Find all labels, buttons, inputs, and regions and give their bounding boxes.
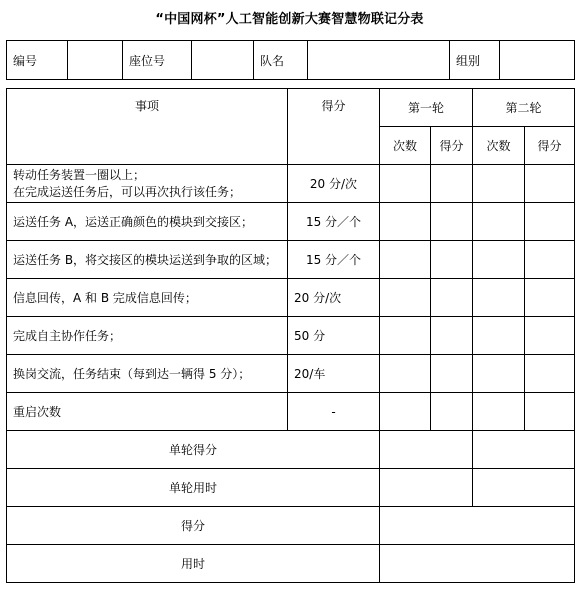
total-score-label: 得分 [7,507,380,545]
round1-points-cell[interactable] [431,241,473,279]
item-text: 在完成运送任务后，可以再次执行该任务； [13,184,242,199]
round1-score-total[interactable] [380,431,473,469]
item-text: 信息回传，A 和 B 完成信息回传； [7,279,288,317]
round1-header: 第一轮 [380,89,473,127]
team-name-field[interactable] [308,41,450,80]
round1-points-cell[interactable] [431,279,473,317]
score-header: 得分 [288,89,380,165]
round1-points-cell[interactable] [431,355,473,393]
table-row [7,241,575,279]
round1-count-cell[interactable] [380,241,431,279]
score-table [6,88,575,583]
round2-header: 第二轮 [473,89,575,127]
round2-points-cell[interactable] [525,165,575,203]
number-label: 编号 [7,41,68,80]
total-time-row [7,545,575,583]
item-text: 运送任务 B，将交接区的模块运送到争取的区域； [7,241,288,279]
round1-count-cell[interactable] [380,165,431,203]
info-table [6,40,575,80]
round2-points-header: 得分 [525,127,575,165]
round-time-row [7,469,575,507]
score-rule: 20 分/次 [288,279,380,317]
score-rule: 20 分/次 [288,165,380,203]
page-title: “中国网杯”人工智能创新大赛智慧物联记分表 [155,12,424,27]
table-row [7,203,575,241]
round2-count-cell[interactable] [473,279,525,317]
round2-count-cell[interactable] [473,393,525,431]
round-time-label: 单轮用时 [7,469,380,507]
score-rule: - [288,393,380,431]
table-row [7,165,575,203]
round2-points-cell[interactable] [525,355,575,393]
seat-number-label: 座位号 [123,41,192,80]
round1-count-cell[interactable] [380,279,431,317]
round2-count-cell[interactable] [473,355,525,393]
round1-count-cell[interactable] [380,355,431,393]
round2-count-cell[interactable] [473,317,525,355]
item-text: 转动任务装置一圈以上； [13,167,146,182]
round2-points-cell[interactable] [525,279,575,317]
round1-points-cell[interactable] [431,165,473,203]
item-header: 事项 [7,89,288,165]
round-score-label: 单轮得分 [7,431,380,469]
round2-count-cell[interactable] [473,241,525,279]
round2-points-cell[interactable] [525,203,575,241]
table-row [7,317,575,355]
total-time-label: 用时 [7,545,380,583]
total-score-row [7,507,575,545]
team-name-label: 队名 [254,41,308,80]
item-cell [7,165,288,203]
round2-points-cell[interactable] [525,317,575,355]
item-text: 换岗交流，任务结束（每到达一辆得 5 分）； [7,355,288,393]
seat-number-field[interactable] [192,41,254,80]
round2-points-cell[interactable] [525,393,575,431]
total-time-field[interactable] [380,545,575,583]
round2-score-total[interactable] [473,431,575,469]
round2-count-cell[interactable] [473,203,525,241]
round1-count-cell[interactable] [380,393,431,431]
round-score-row [7,431,575,469]
round2-count-cell[interactable] [473,165,525,203]
score-rule: 20/车 [288,355,380,393]
round1-points-cell[interactable] [431,393,473,431]
group-label: 组别 [450,41,500,80]
round1-count-cell[interactable] [380,203,431,241]
round2-time-total[interactable] [473,469,575,507]
round1-points-cell[interactable] [431,203,473,241]
group-field[interactable] [500,41,575,80]
table-row [7,279,575,317]
item-text: 重启次数 [7,393,288,431]
round2-points-cell[interactable] [525,241,575,279]
score-rule: 50 分 [288,317,380,355]
table-row [7,393,575,431]
round1-points-cell[interactable] [431,317,473,355]
round1-time-total[interactable] [380,469,473,507]
score-rule: 15 分／个 [288,241,380,279]
item-text: 完成自主协作任务； [7,317,288,355]
round2-count-header: 次数 [473,127,525,165]
round1-count-header: 次数 [380,127,431,165]
score-rule: 15 分／个 [288,203,380,241]
table-row [7,355,575,393]
total-score-field[interactable] [380,507,575,545]
number-field[interactable] [68,41,123,80]
item-text: 运送任务 A，运送正确颜色的模块到交接区； [7,203,288,241]
round1-points-header: 得分 [431,127,473,165]
round1-count-cell[interactable] [380,317,431,355]
